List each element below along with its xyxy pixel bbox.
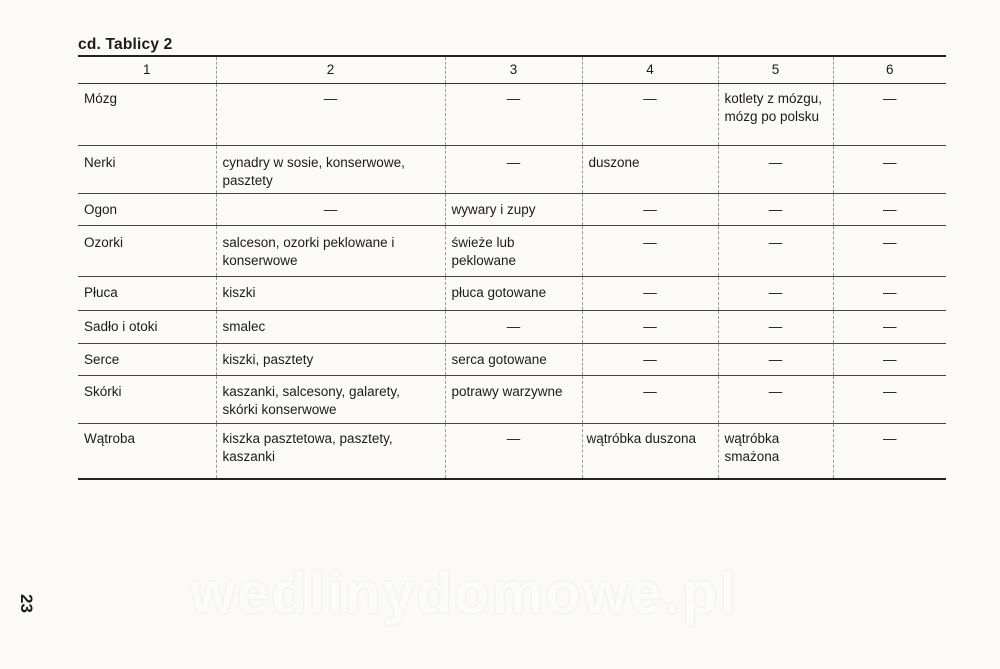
table-cell: — <box>582 311 718 344</box>
column-header: 4 <box>582 56 718 84</box>
table-cell: salceson, ozorki peklowane i konserwowe <box>216 226 445 277</box>
column-header: 3 <box>445 56 582 84</box>
table-cell: — <box>718 194 833 226</box>
table-cell: Ozorki <box>78 226 216 277</box>
page-number: 23 <box>17 594 36 613</box>
table-cell: wątróbka duszona <box>582 424 718 479</box>
table-cell: — <box>833 146 946 194</box>
table-cell: kaszanki, salcesony, galarety, skórki konserwowe <box>216 376 445 424</box>
table-cell: kotlety z mózgu, mózg po polsku <box>718 84 833 146</box>
table-cell: — <box>582 194 718 226</box>
data-table <box>78 55 946 480</box>
table-cell: — <box>445 424 582 479</box>
table-cell: — <box>833 277 946 311</box>
table-cell: — <box>833 311 946 344</box>
table-cell: — <box>718 226 833 277</box>
table-row <box>78 226 946 277</box>
table-cell: — <box>833 84 946 146</box>
table-cell: — <box>582 376 718 424</box>
table-row <box>78 311 946 344</box>
table-cell: — <box>718 146 833 194</box>
table-cell: — <box>718 376 833 424</box>
table-cell: — <box>718 311 833 344</box>
table-cell: kiszki <box>216 277 445 311</box>
table-cell: kiszka pasztetowa, pasztety, kaszanki <box>216 424 445 479</box>
table-cell: — <box>445 311 582 344</box>
table-cell: Mózg <box>78 84 216 146</box>
table-cell: — <box>833 226 946 277</box>
column-header: 6 <box>833 56 946 84</box>
table-cell: potrawy warzywne <box>445 376 582 424</box>
table-cell: — <box>833 376 946 424</box>
table-cell: — <box>445 146 582 194</box>
table-cell: — <box>216 194 445 226</box>
table-row <box>78 146 946 194</box>
table-cell: Nerki <box>78 146 216 194</box>
column-header: 1 <box>78 56 216 84</box>
table-cell: Sadło i otoki <box>78 311 216 344</box>
table-cell: duszone <box>582 146 718 194</box>
table-cell: — <box>582 277 718 311</box>
column-header: 2 <box>216 56 445 84</box>
column-header: 5 <box>718 56 833 84</box>
table-cell: — <box>833 344 946 376</box>
table-cell: Ogon <box>78 194 216 226</box>
table-cell: serca gotowane <box>445 344 582 376</box>
table-cell: świeże lub peklowane <box>445 226 582 277</box>
table-cell: — <box>718 277 833 311</box>
table-cell: — <box>582 226 718 277</box>
table-cell: Skórki <box>78 376 216 424</box>
table-cell: — <box>216 84 445 146</box>
table-cell: — <box>582 344 718 376</box>
table-cell: kiszki, pasztety <box>216 344 445 376</box>
watermark: wedlinydomowe.pl <box>190 561 738 626</box>
table-row <box>78 277 946 311</box>
table-row <box>78 84 946 146</box>
table-row <box>78 424 946 479</box>
table-cell: Wątroba <box>78 424 216 479</box>
table-cell: cynadry w sosie, konserwowe, pasztety <box>216 146 445 194</box>
table-row <box>78 344 946 376</box>
table-cell: wywary i zupy <box>445 194 582 226</box>
table-cell: — <box>833 424 946 479</box>
table-cell: — <box>445 84 582 146</box>
table-cell: — <box>833 194 946 226</box>
header-row <box>78 56 946 84</box>
table-cell: Płuca <box>78 277 216 311</box>
table-cell: smalec <box>216 311 445 344</box>
table-cell: — <box>582 84 718 146</box>
table-cell: płuca gotowane <box>445 277 582 311</box>
table-row <box>78 194 946 226</box>
table-cell: Serce <box>78 344 216 376</box>
table-cell: — <box>718 344 833 376</box>
table-row <box>78 376 946 424</box>
table-cell: wątróbka smażona <box>718 424 833 479</box>
table-caption: cd. Tablicy 2 <box>78 36 173 53</box>
